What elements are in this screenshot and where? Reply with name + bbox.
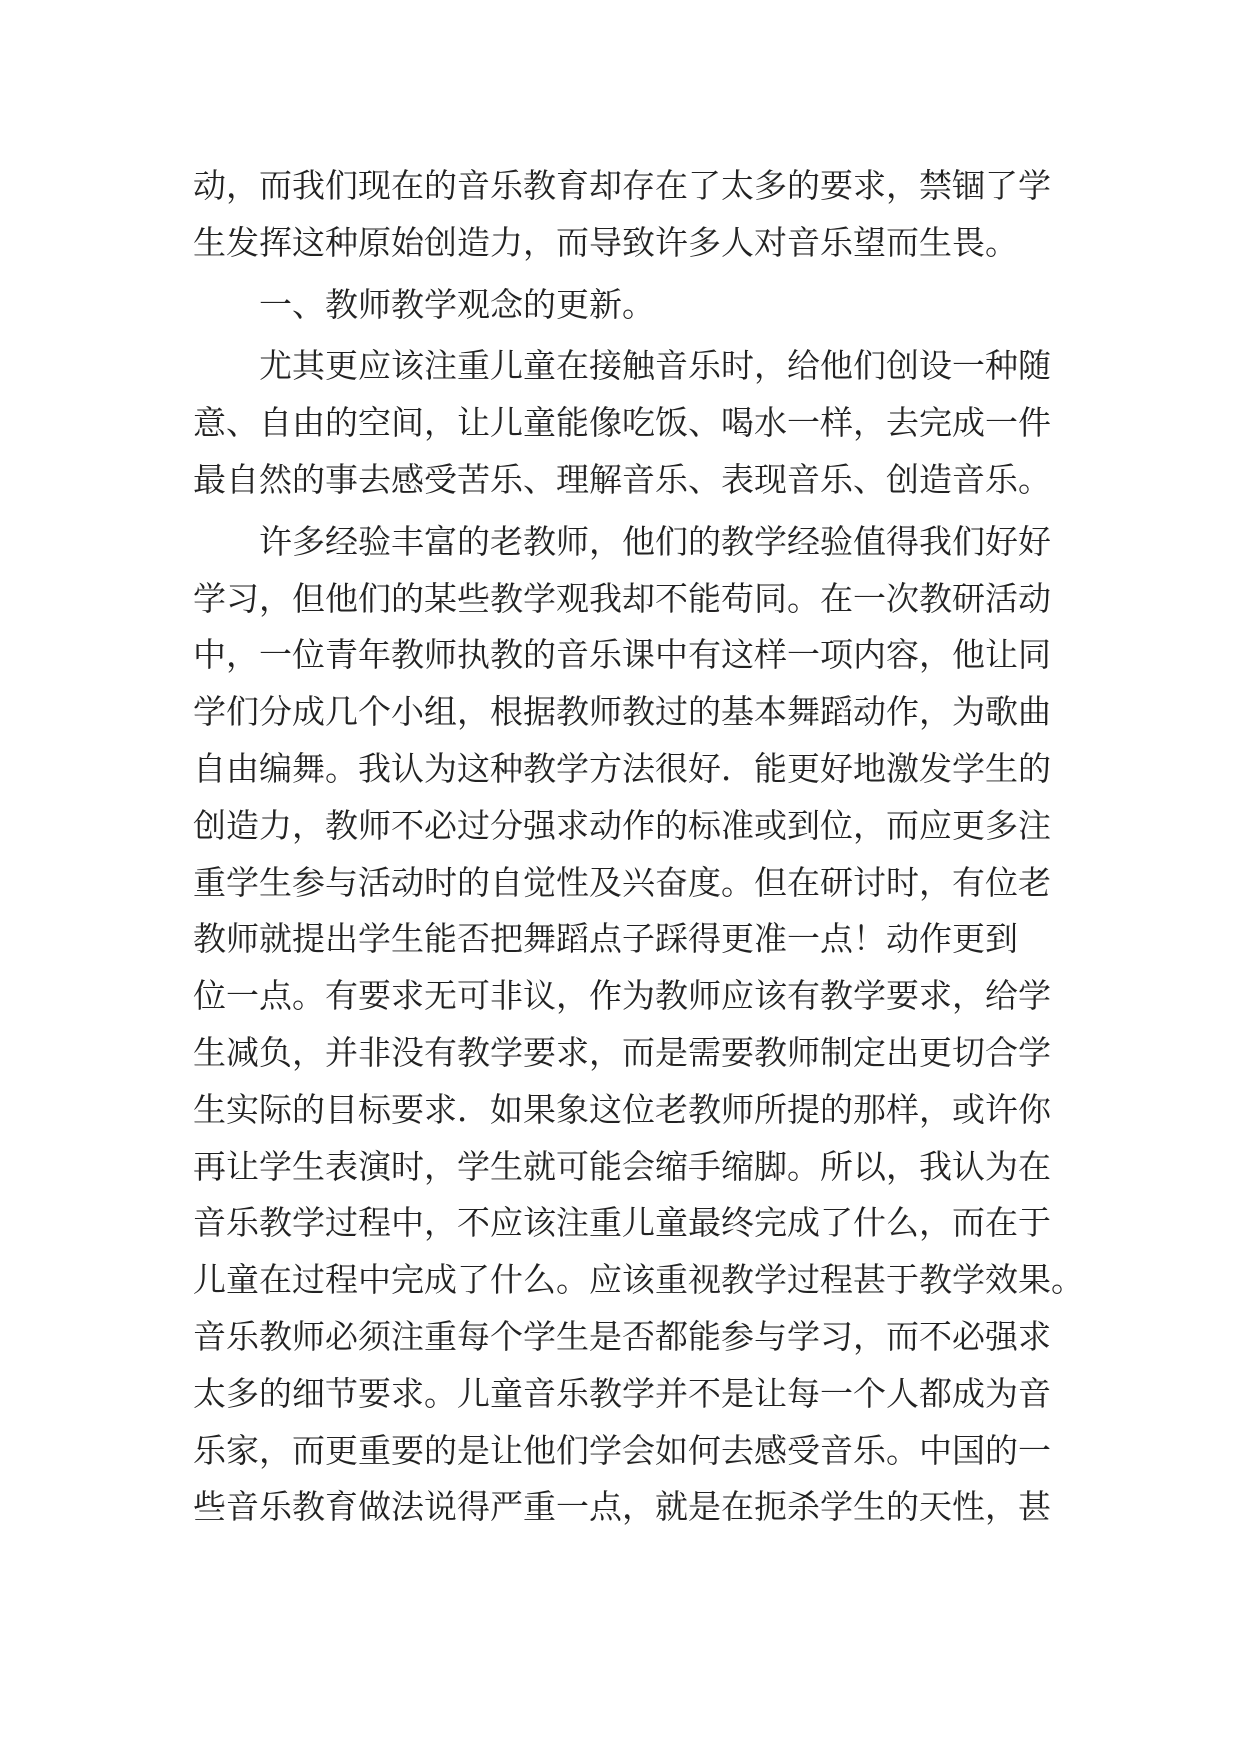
text-line: 学们分成几个小组，根据教师教过的基本舞蹈动作，为歌曲 <box>193 692 1051 732</box>
body-text <box>193 158 1084 1536</box>
text-line: 许多经验丰富的老教师，他们的教学经验值得我们好好 <box>259 521 1051 561</box>
text-line: 生发挥这种原始创造力，而导致许多人对音乐望而生畏。 <box>193 222 1018 262</box>
text-line: 学习，但他们的某些教学观我却不能苟同。在一次教研活动 <box>193 578 1051 618</box>
text-line: 音乐教师必须注重每个学生是否都能参与学习，而不必强求 <box>193 1316 1051 1356</box>
text-line: 再让学生表演时，学生就可能会缩手缩脚。所以，我认为在 <box>193 1146 1051 1186</box>
text-line: 教师就提出学生能否把舞蹈点子踩得更准一点！动作更到 <box>193 919 1018 959</box>
text-line: 音乐教学过程中，不应该注重儿童最终完成了什么，而在于 <box>193 1203 1051 1243</box>
text-line: 自由编舞。我认为这种教学方法很好．能更好地激发学生的 <box>193 748 1051 788</box>
text-line: 儿童在过程中完成了什么。应该重视教学过程甚于教学效果。 <box>193 1260 1084 1300</box>
text-line: 最自然的事去感受苦乐、理解音乐、表现音乐、创造音乐。 <box>193 459 1051 499</box>
text-line: 尤其更应该注重儿童在接触音乐时，给他们创设一种随 <box>259 346 1051 386</box>
text-line: 动，而我们现在的音乐教育却存在了太多的要求，禁锢了学 <box>193 166 1051 205</box>
text-line: 位一点。有要求无可非议，作为教师应该有教学要求，给学 <box>193 976 1051 1016</box>
text-line: 意、自由的空间，让儿童能像吃饭、喝水一样，去完成一件 <box>193 403 1051 443</box>
text-line: 乐家，而更重要的是让他们学会如何去感受音乐。中国的一 <box>193 1430 1051 1470</box>
text-line: 太多的细节要求。儿童音乐教学并不是让每一个人都成为音 <box>193 1373 1051 1413</box>
text-line: 些音乐教育做法说得严重一点，就是在扼杀学生的天性，甚 <box>193 1487 1051 1527</box>
section-heading: 一、教师教学观念的更新。 <box>259 284 655 324</box>
text-line: 创造力，教师不必过分强求动作的标准或到位，而应更多注 <box>193 805 1051 845</box>
text-line: 生实际的目标要求．如果象这位老教师所提的那样，或许你 <box>193 1089 1051 1129</box>
text-line: 重学生参与活动时的自觉性及兴奋度。但在研讨时，有位老 <box>193 862 1051 902</box>
text-line: 中，一位青年教师执教的音乐课中有这样一项内容，他让同 <box>193 635 1051 675</box>
text-line: 生减负，并非没有教学要求，而是需要教师制定出更切合学 <box>193 1032 1051 1072</box>
